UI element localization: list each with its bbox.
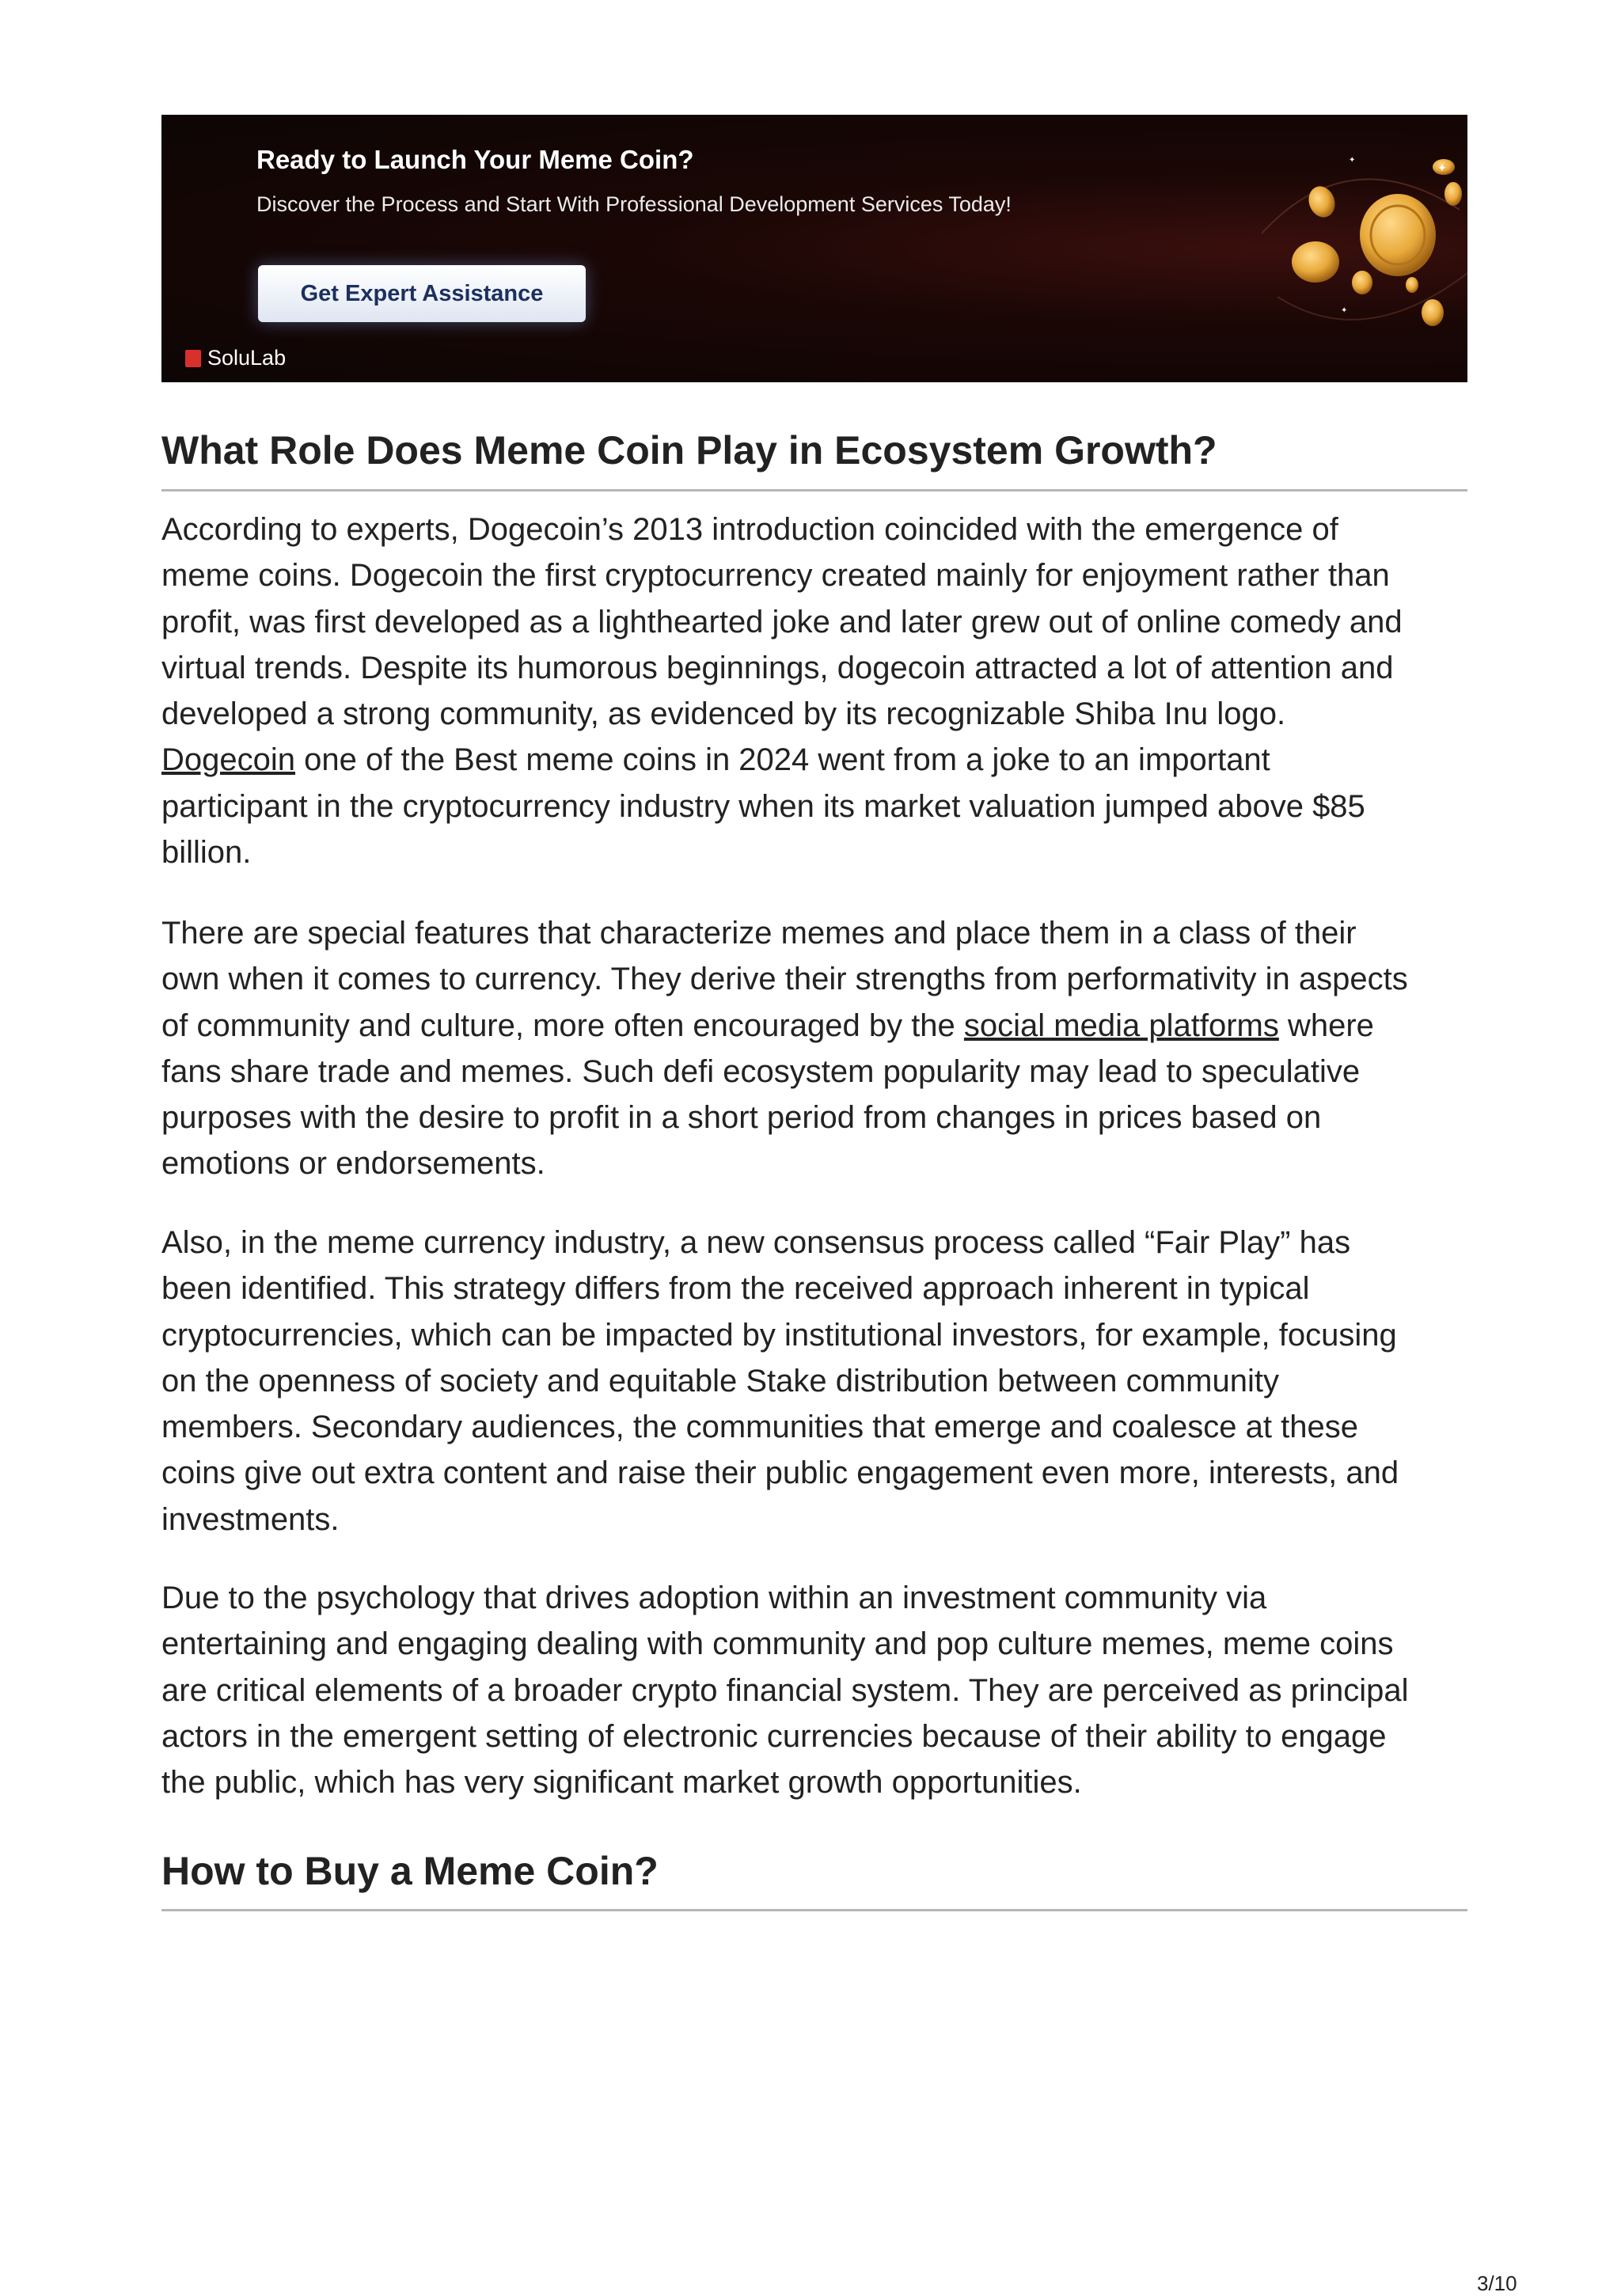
coin-icon <box>1422 299 1444 326</box>
brand-name: SoluLab <box>207 346 287 370</box>
svg-text:✦: ✦ <box>1341 306 1348 315</box>
coin-icon <box>1352 271 1372 294</box>
promo-banner[interactable] <box>161 115 1467 382</box>
get-expert-assistance-button[interactable]: Get Expert Assistance <box>258 265 586 322</box>
section-heading-how-to-buy: How to Buy a Meme Coin? <box>161 1849 659 1893</box>
dogecoin-link[interactable]: Dogecoin <box>161 742 296 778</box>
paragraph-meme-features: There are special features that characterize memes and place them in a class of their own when it comes to currency. They derive their strengths from performativity in aspects of community and culture, more often encouraged by the social media platforms where fans share trade and memes. Such defi ecosystem popularity may lead to speculative purposes with the desire to profit in a short period from changes in prices based on emotions or endorsements. <box>161 916 1408 1182</box>
heading-divider <box>161 1909 1467 1911</box>
banner-subtitle: Discover the Process and Start With Professional Development Services Today! <box>256 192 1012 216</box>
social-media-platforms-link[interactable]: social media platforms <box>963 1008 1279 1043</box>
paragraph-fair-play: Also, in the meme currency industry, a new consensus process called “Fair Play” has been identified. This strategy differs from the received approach inherent in typical cryptocurrencies, which can be impacted by institutional investors, for example, focusing on the openness of society and equitable Stake distribution between community members. Secondary audiences, the communities that emerge and coalesce at these coins give out extra content and raise their public engagement even more, interests, and investments. <box>161 1225 1399 1537</box>
heading-divider <box>161 489 1467 491</box>
coin-icon <box>1304 183 1339 222</box>
svg-text:✦: ✦ <box>1349 156 1356 165</box>
coins-illustration <box>1230 115 1467 382</box>
paragraph-dogecoin-history: According to experts, Dogecoin’s 2013 introduction coincided with the emergence of meme coins. Dogecoin the first cryptocurrency created mainly for enjoyment rather than profit, was first developed as a lighthearted joke and later grew out of online comedy and virtual trends. Despite its humorous beginnings, dogecoin attracted a lot of attention and developed a strong community, as evidenced by its recognizable Shiba Inu logo. Dogecoin one of the Best meme coins in 2024 went from a joke to an important participant in the cryptocurrency industry when its market valuation jumped above $85 billion. <box>161 512 1403 871</box>
paragraph-psychology-adoption: Due to the psychology that drives adoption within an investment community via entertaining and engaging dealing with community and pop culture memes, meme coins are critical elements of a broader crypto financial system. They are perceived as principal actors in the emergent setting of electronic currencies because of their ability to engage the public, which has very significant market growth opportunities. <box>161 1581 1409 1801</box>
coin-icon <box>1292 241 1339 283</box>
section-heading-ecosystem-growth: What Role Does Meme Coin Play in Ecosystem Growth? <box>161 428 1217 472</box>
solulab-logo <box>185 346 286 370</box>
page-number: 3/10 <box>1477 2271 1517 2295</box>
coin-icon <box>1444 182 1462 206</box>
svg-text:✦: ✦ <box>1437 162 1447 175</box>
banner-title: Ready to Launch Your Meme Coin? <box>256 145 694 174</box>
solulab-logo-icon <box>185 350 201 367</box>
coin-icon <box>1406 277 1418 293</box>
